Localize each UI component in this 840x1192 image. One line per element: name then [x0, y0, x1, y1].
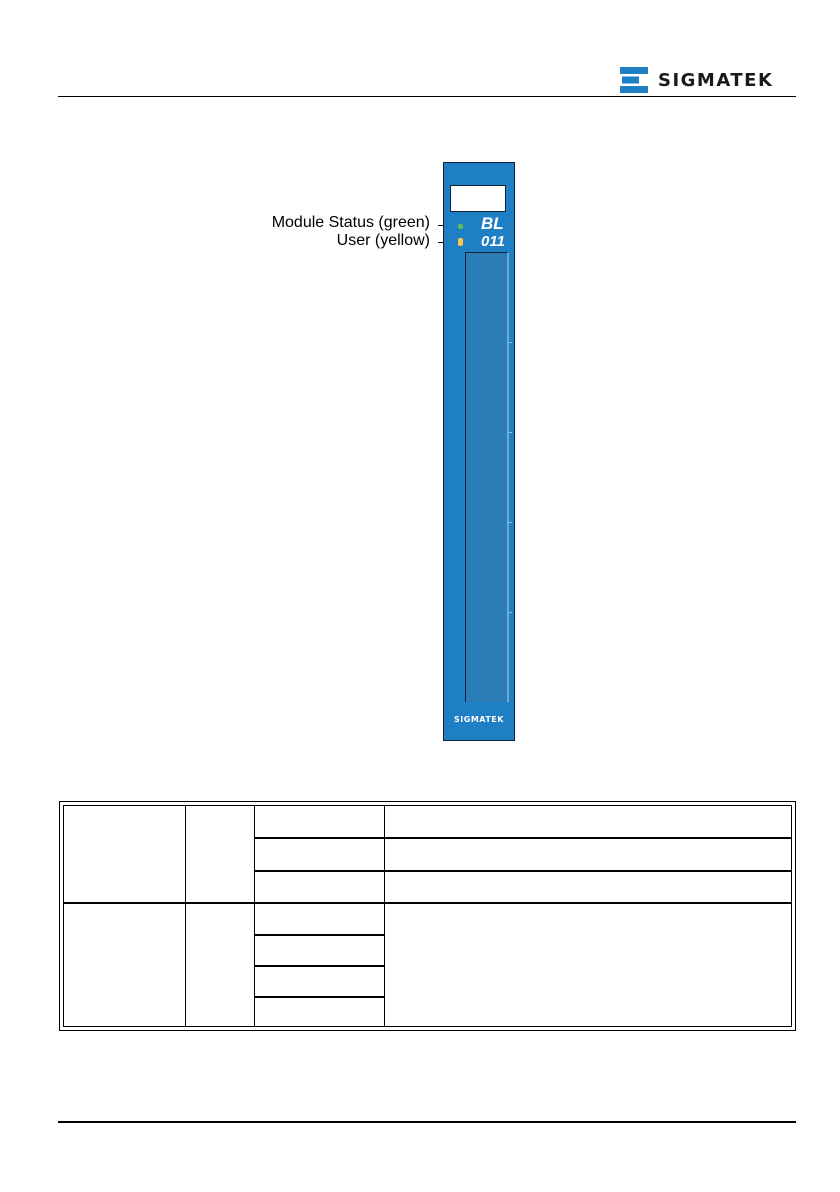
table-row-divider: [63, 902, 792, 904]
header-rule: [58, 96, 796, 97]
callout-module-status: Module Status (green): [271, 214, 430, 231]
module-front-panel: [443, 162, 515, 741]
module-brand: SIGMATEK: [454, 715, 504, 724]
status-led-green: [458, 224, 463, 229]
slot-divider: [508, 522, 512, 523]
model-number: 011: [481, 233, 505, 250]
table-row-divider: [254, 934, 384, 936]
label-field: [450, 185, 506, 212]
model-name: BL: [481, 214, 504, 233]
table-row-divider: [254, 870, 792, 872]
table-row-divider: [254, 965, 384, 967]
brand-logo: [620, 66, 773, 94]
table-row-divider: [254, 837, 792, 839]
table-row-divider: [254, 996, 384, 998]
user-led-yellow: [458, 238, 463, 246]
table-col-divider: [185, 805, 186, 1027]
connector-slot: [465, 252, 509, 702]
brand-name: SIGMATEK: [658, 69, 774, 91]
sigmatek-logo-icon: [620, 67, 648, 93]
slot-divider: [508, 612, 512, 613]
slot-divider: [508, 432, 512, 433]
callout-user: User (yellow): [336, 232, 430, 249]
slot-divider: [508, 342, 512, 343]
footer-rule: [58, 1121, 796, 1123]
